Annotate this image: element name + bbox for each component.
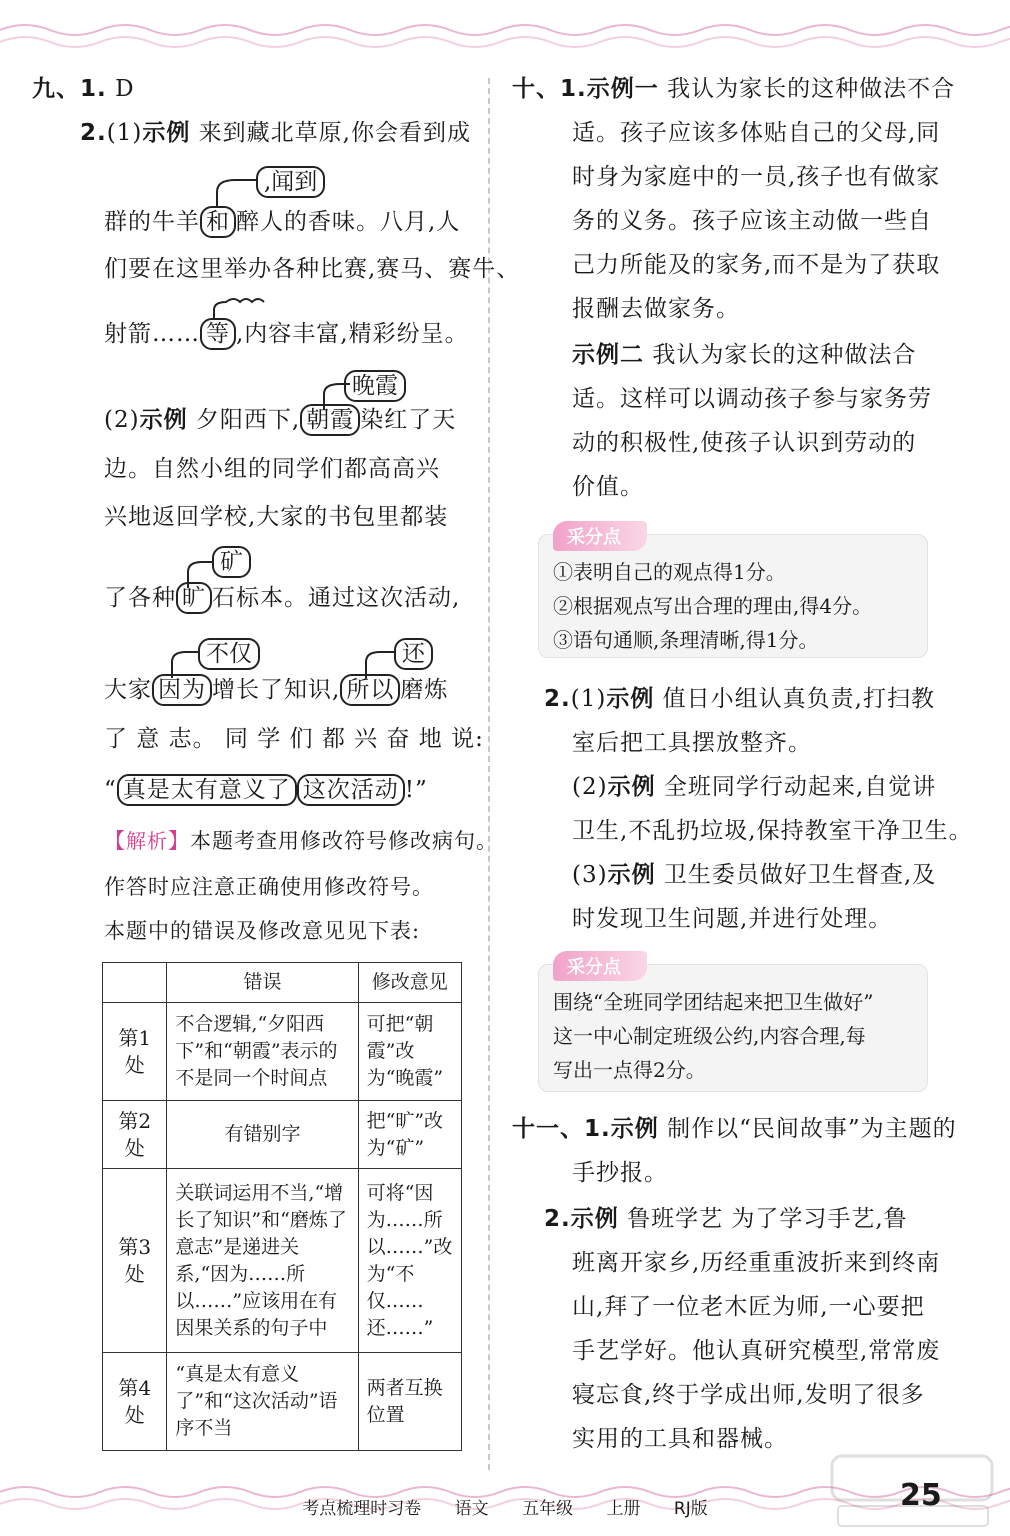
q10-1-line1: [512, 74, 955, 104]
q9-2-2-line7: [104, 774, 428, 806]
text: 增长了知识,: [212, 677, 341, 703]
circled-word: 因为: [152, 674, 212, 706]
text: 作答时应注意正确使用修改符号。: [104, 875, 434, 899]
table-header: 错误: [167, 963, 358, 1003]
text: 班离开家乡,历经重重波折来到终南: [572, 1250, 941, 1276]
circled-word: 朝霞: [300, 404, 360, 436]
q11-2-line3: [572, 1292, 925, 1322]
q10-2-1-line2: [572, 728, 812, 758]
q9-2-1-line3: [104, 254, 520, 284]
text: 全班同学行动起来,自觉讲: [663, 774, 937, 800]
text: 报酬去做家务。: [572, 296, 740, 322]
analysis-bracket: 【: [104, 829, 126, 853]
scoring-line: ①表明自己的观点得1分。: [553, 560, 786, 584]
example-tag: 示例: [570, 1206, 619, 1232]
prefix: (3): [572, 862, 608, 888]
q11-2-line2: [572, 1248, 940, 1278]
text: 值日小组认真负责,打扫教: [662, 686, 935, 712]
text: 价值。: [572, 474, 644, 500]
table-cell-error: 有错别字: [167, 1101, 358, 1169]
q11-2-line5: [572, 1380, 925, 1410]
text: 适。这样可以调动孩子参与家务劳: [572, 386, 932, 412]
text: ,内容丰富,精彩纷呈。: [236, 321, 469, 347]
q10-1-line2: [572, 118, 940, 148]
analysis-tag: 解析: [126, 829, 168, 853]
text: 大家: [104, 677, 152, 703]
example-tag: 示例: [142, 120, 191, 146]
text: 了各种: [104, 585, 176, 611]
footer-volume: 上册: [606, 1499, 641, 1519]
prefix: (1): [570, 686, 607, 712]
table-cell-fix: 把“旷”改为“矿”: [358, 1101, 461, 1169]
scoring-line: 围绕“全班同学团结起来把卫生做好”: [553, 990, 874, 1014]
q10-ex2-line4: [572, 472, 644, 502]
circled-word: 和: [200, 206, 236, 238]
q10-1-line6: [572, 294, 740, 324]
insert-text: 矿: [212, 546, 251, 578]
text: 本题中的错误及修改意见见下表:: [104, 919, 421, 943]
text: 醉人的香味。八月,人: [236, 209, 461, 235]
insert-text: 不仅: [198, 638, 260, 670]
page-number: 25: [900, 1478, 942, 1513]
table-row: [103, 1101, 462, 1169]
scoring-label: 采分点: [553, 521, 647, 551]
text: 室后把工具摆放整齐。: [572, 730, 812, 756]
q10-1-line4: [572, 206, 932, 236]
q9-2-1-line1: [80, 118, 471, 148]
q10-ex2-line3: [572, 428, 916, 458]
circled-word: 真是太有意义了: [117, 774, 297, 806]
text: 时身为家庭中的一员,孩子也有做家: [572, 164, 941, 190]
scoring-line: ③语句通顺,条理清晰,得1分。: [553, 628, 819, 652]
circled-word: 旷: [176, 582, 212, 614]
insert-text: 还: [394, 638, 433, 670]
scoring-line: 写出一点得2分。: [553, 1058, 706, 1082]
table-row: [103, 1169, 462, 1353]
text: 鲁班学艺 为了学习手艺,鲁: [627, 1206, 908, 1232]
example-tag: 示例: [610, 1116, 659, 1142]
insert-text: 晚霞: [344, 370, 406, 402]
example-tag: 示例: [606, 686, 655, 712]
text: 制作以“民间故事”为主题的: [667, 1116, 957, 1142]
q9-2-label: 2.: [80, 120, 107, 146]
text: 卫生委员做好卫生督查,及: [663, 862, 937, 888]
analysis-bracket: 】: [168, 829, 190, 853]
text: 实用的工具和器械。: [572, 1426, 788, 1452]
example-tag: 示例一: [586, 76, 659, 102]
text: “: [104, 777, 117, 803]
text: !”: [404, 777, 428, 803]
q9-2-2-line4: [104, 582, 460, 614]
q11-1-line2: [572, 1158, 668, 1188]
q9-1-value: D: [115, 76, 135, 102]
text: 适。孩子应该多体贴自己的父母,同: [572, 120, 941, 146]
text: 山,拜了一位老木匠为师,一心要把: [572, 1294, 925, 1320]
q10-ex2-line1: [572, 340, 916, 370]
text: 卫生,不乱扔垃圾,保持教室干净卫生。: [572, 818, 973, 844]
error-table: [102, 962, 462, 1451]
text: 边。自然小组的同学们都高高兴: [104, 456, 440, 482]
q10-2-2-line1: [572, 772, 936, 802]
q9-2-1-line4: [104, 318, 469, 350]
text: 兴地返回学校,大家的书包里都装: [104, 504, 449, 530]
analysis-line1: [104, 826, 498, 856]
table-row: [103, 1353, 462, 1451]
q10-ex2-line2: [572, 384, 932, 414]
text: 磨炼: [400, 677, 449, 703]
q10-2-2-line2: [572, 816, 973, 846]
q10-1-line5: [572, 250, 940, 280]
top-wave-decoration: [0, 18, 1010, 58]
circled-word: 这次活动: [297, 774, 405, 806]
footer-book: 考点梳理时习卷: [302, 1499, 422, 1519]
q9-2-2-line5: [104, 674, 448, 706]
table-cell-error: 不合逻辑,“夕阳西下”和“朝霞”表示的不是同一个时间点: [167, 1003, 358, 1101]
insert-text: ,闻到: [256, 166, 325, 198]
table-cell-fix: 两者互换位置: [358, 1353, 461, 1451]
q10-2-1-line1: [544, 684, 935, 714]
text: 本题考查用修改符号修改病句。: [190, 829, 498, 853]
q11-2-line1: [544, 1204, 908, 1234]
q11-2-label: 2.: [544, 1206, 571, 1232]
analysis-line3: [104, 916, 420, 946]
q9-1-label: 九、1.: [32, 76, 107, 102]
table-cell-error: 关联词运用不当,“增长了知识”和“磨炼了意志”是递进关系,“因为……所以……”应该用在有因果关系的句子中: [167, 1169, 358, 1353]
scoring-line: 这一中心制定班级公约,内容合理,每: [553, 1024, 866, 1048]
q9-1-answer: [32, 74, 135, 104]
footer-grade: 五年级: [522, 1499, 574, 1519]
prefix: (2): [572, 774, 608, 800]
text: 务的义务。孩子应该主动做一些自: [572, 208, 932, 234]
q10-2-3-line2: [572, 904, 892, 934]
q10-1-line3: [572, 162, 940, 192]
table-header: 修改意见: [358, 963, 461, 1003]
text: 了 意 志。 同 学 们 都 兴 奋 地 说:: [104, 726, 484, 752]
table-header: [103, 963, 167, 1003]
footer-subject: 语文: [454, 1499, 489, 1519]
analysis-line2: [104, 872, 434, 902]
q9-2-2-line1: [104, 404, 456, 436]
q9-2-2-line6: [104, 724, 484, 754]
text: 我认为家长的这种做法合: [652, 342, 917, 368]
q9-2-2-line2: [104, 454, 440, 484]
q9-2-1-prefix: (1): [106, 120, 143, 146]
scoring-box-2: [538, 957, 928, 1092]
example-tag: 示例: [607, 774, 656, 800]
scoring-box-1: [538, 527, 928, 658]
text: 群的牛羊: [104, 209, 200, 235]
q11-label: 十一、1.: [512, 1116, 611, 1142]
insert-curve: [195, 170, 265, 210]
text: 寝忘食,终于学成出师,发明了很多: [572, 1382, 925, 1408]
text: 射箭……: [104, 321, 200, 347]
q10-2-3-line1: [572, 860, 936, 890]
example-tag: 示例二: [572, 342, 644, 368]
text: 夕阳西下,: [195, 407, 301, 433]
q9-2-2-line3: [104, 502, 448, 532]
text: 染红了天: [360, 407, 457, 433]
prefix: (2): [104, 407, 140, 433]
q11-2-line4: [572, 1336, 940, 1366]
example-tag: 示例: [607, 862, 656, 888]
text: 动的积极性,使孩子认识到劳动的: [572, 430, 917, 456]
table-row: [103, 1003, 462, 1101]
table-cell-place: 第1处: [103, 1003, 167, 1101]
scoring-label: 采分点: [553, 951, 647, 981]
q9-2-1-text: 来到藏北草原,你会看到成: [198, 120, 471, 146]
circled-word: 所以: [340, 674, 400, 706]
column-divider: [488, 78, 490, 1470]
table-cell-fix: 可将“因为……所以……”改为“不仅……还……”: [358, 1169, 461, 1353]
q11-2-line6: [572, 1424, 788, 1454]
q10-2-label: 2.: [544, 686, 571, 712]
circled-word: 等: [200, 318, 236, 350]
text: 们要在这里举办各种比赛,赛马、赛牛、: [104, 256, 521, 282]
q10-label: 十、1.: [512, 76, 587, 102]
footer-edition: RJ版: [673, 1499, 708, 1519]
scoring-line: ②根据观点写出合理的理由,得4分。: [553, 594, 873, 618]
table-cell-error: “真是太有意义了”和“这次活动”语序不当: [167, 1353, 358, 1451]
table-cell-fix: 可把“朝霞”改为“晚霞”: [358, 1003, 461, 1101]
text: 手艺学好。他认真研究模型,常常废: [572, 1338, 941, 1364]
text: 时发现卫生问题,并进行处理。: [572, 906, 893, 932]
table-cell-place: 第3处: [103, 1169, 167, 1353]
table-header-row: [103, 963, 462, 1003]
text: 己力所能及的家务,而不是为了获取: [572, 252, 941, 278]
text: 我认为家长的这种做法不合: [667, 76, 956, 102]
table-cell-place: 第4处: [103, 1353, 167, 1451]
q11-1-line1: [512, 1114, 957, 1144]
text: 手抄报。: [572, 1160, 668, 1186]
example-tag: 示例: [139, 407, 188, 433]
text: 石标本。通过这次活动,: [212, 585, 461, 611]
table-cell-place: 第2处: [103, 1101, 167, 1169]
q9-2-1-line2: [104, 206, 460, 238]
